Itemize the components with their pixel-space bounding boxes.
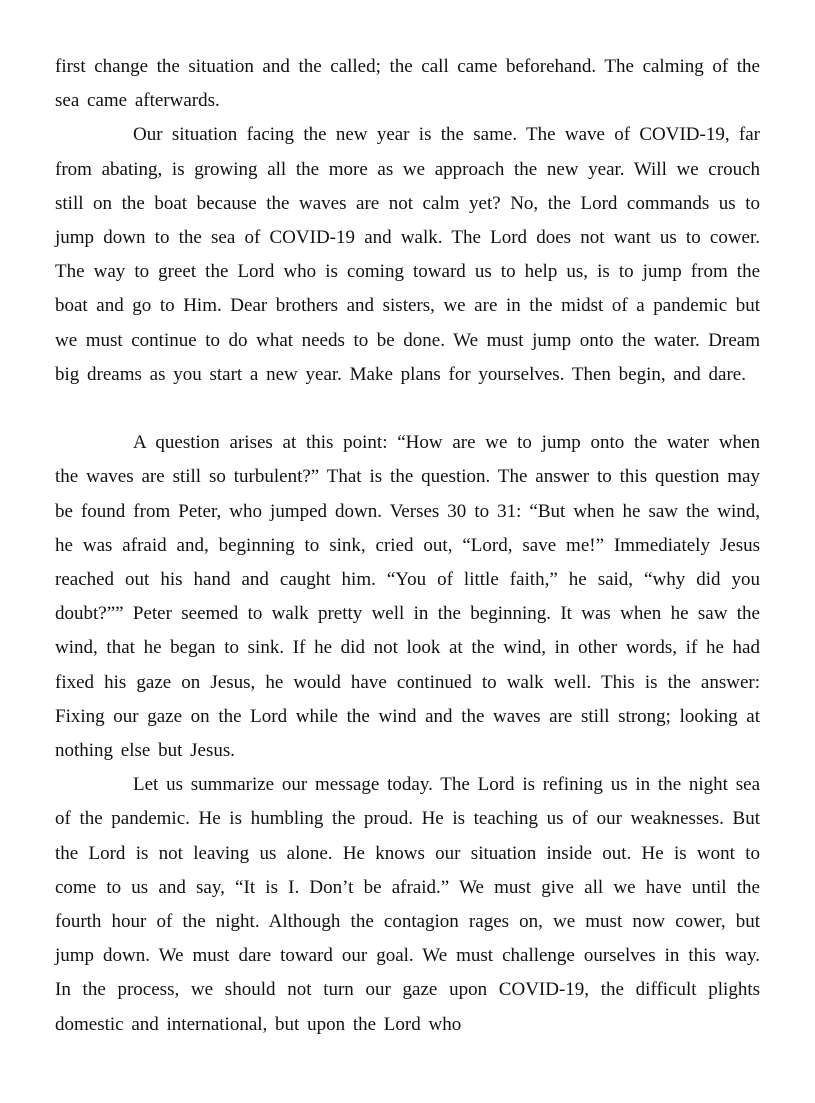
paragraph-1: first change the situation and the called; the call came beforehand. The calming of the sea came afterwards. [55,56,760,112]
paragraph-gap [55,392,760,426]
document-page [55,50,760,1042]
paragraph-3: A question arises at this point: “How are we to jump onto the water when the waves are still so turbulent?” That is the question. The answer to this question may be found from Peter, who jumped down. Verses 30 to 31: “But when he saw the wind, he was afraid and, beginning to sink, cried out, “Lord, save me!” Immediately Jesus reached out his hand and caught him. “You of little faith,” he said, “why did you doubt?”” Peter seemed to walk pretty well in the beginning. It was when he saw the wind, that he began to sink. If he did not look at the wind, in other words, if he had fixed his gaze on Jesus, he would have continued to walk well. This is the answer: Fixing our gaze on the Lord while the wind and the waves are still strong; looking at nothing else but Jesus. [55,432,760,762]
paragraph-2: Our situation facing the new year is the same. The wave of COVID-19, far from abating, is growing all the more as we approach the new year. Will we crouch still on the boat because the waves are not calm yet? No, the Lord commands us to jump down to the sea of COVID-19 and walk. The Lord does not want us to cower. The way to greet the Lord who is coming toward us to help us, is to jump from the boat and go to Him. Dear brothers and sisters, we are in the midst of a pandemic but we must continue to do what needs to be done. We must jump onto the water. Dream big dreams as you start a new year. Make plans for yourselves. Then begin, and dare. [55,124,760,385]
paragraph-4: Let us summarize our message today. The Lord is refining us in the night sea of the pandemic. He is humbling the proud. He is teaching us of our weaknesses. But the Lord is not leaving us alone. He knows our situation inside out. He is wont to come to us and say, “It is I. Don’t be afraid.” We must give all we have until the fourth hour of the night. Although the contagion rages on, we must now cower, but jump down. We must dare toward our goal. We must challenge ourselves in this way. In the process, we should not turn our gaze upon COVID-19, the difficult plights domestic and international, but upon the Lord who [55,774,760,1035]
